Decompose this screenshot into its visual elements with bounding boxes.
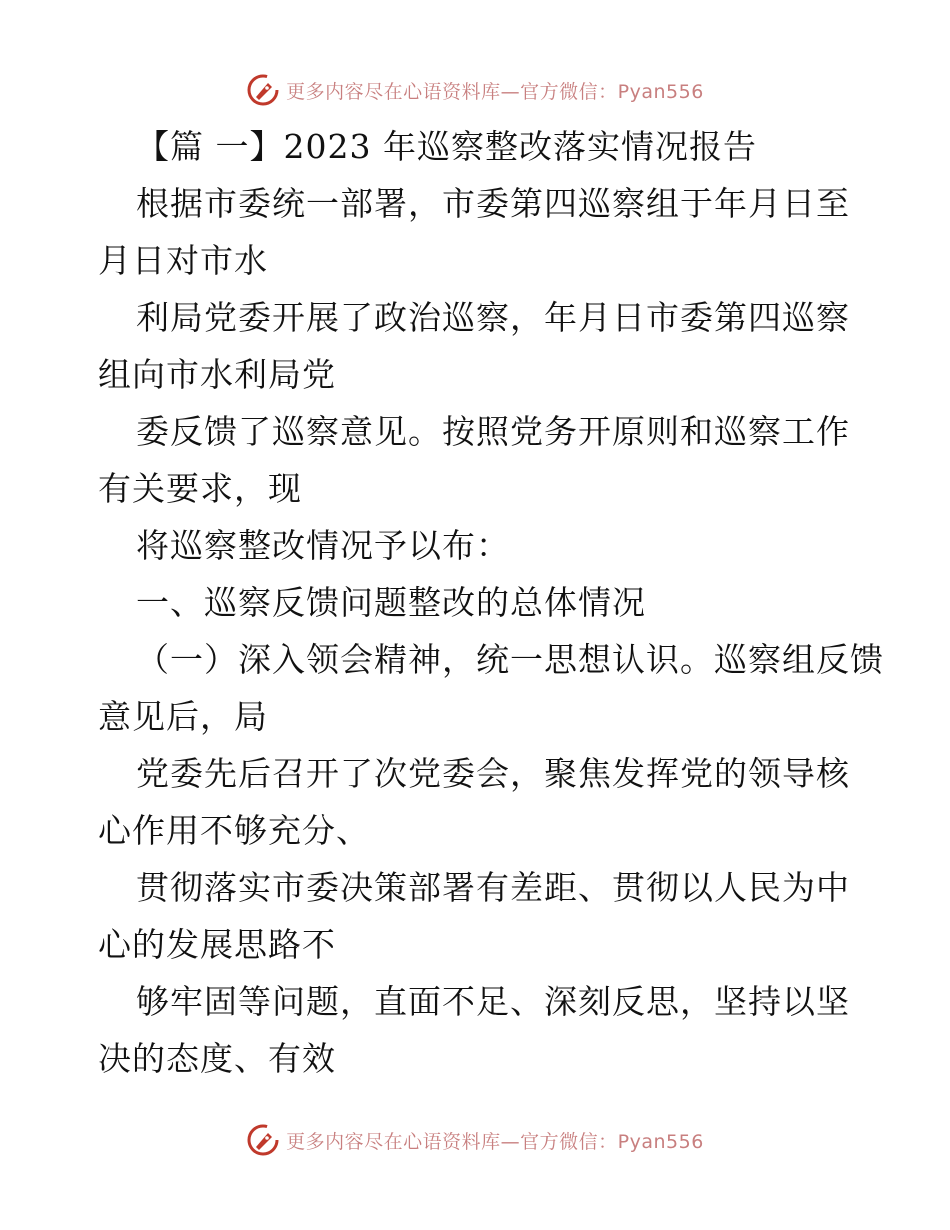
footer-watermark (0, 1120, 950, 1160)
document-title: 【篇 一】2023 年巡察整改落实情况报告 (136, 127, 757, 166)
paragraph-line: 利局党委开展了政治巡察，年月日市委第四巡察 (136, 298, 850, 337)
paragraph-line: 将巡察整改情况予以布： (136, 526, 510, 565)
paragraph-line: （一）深入领会精神，统一思想认识。巡察组反馈 (136, 640, 884, 679)
document-body (98, 118, 884, 1087)
paragraph-line: 决的态度、有效 (98, 1039, 336, 1078)
paragraph-line: 心的发展思路不 (98, 925, 336, 964)
watermark-text: 更多内容尽在心语资料库—官方微信：Pyan556 (286, 80, 704, 103)
paragraph-line: 贯彻落实市委决策部署有差距、贯彻以人民为中 (136, 868, 850, 907)
paragraph-line: 有关要求，现 (98, 469, 302, 508)
paragraph-line: 够牢固等问题，直面不足、深刻反思，坚持以坚 (136, 982, 850, 1021)
document-lines (98, 175, 884, 1087)
paragraph-line: 组向市水利局党 (98, 355, 336, 394)
header-watermark (0, 70, 950, 110)
pen-nib-logo-icon (246, 73, 280, 107)
paragraph-line: 心作用不够充分、 (98, 811, 370, 850)
paragraph-line: 月日对市水 (98, 241, 268, 280)
paragraph-line: 党委先后召开了次党委会，聚焦发挥党的领导核 (136, 754, 850, 793)
paragraph-line: 根据市委统一部署，市委第四巡察组于年月日至 (136, 184, 850, 223)
paragraph-line: 一、巡察反馈问题整改的总体情况 (136, 583, 646, 622)
watermark-text: 更多内容尽在心语资料库—官方微信：Pyan556 (286, 1130, 704, 1153)
paragraph-line: 意见后，局 (98, 697, 268, 736)
paragraph-line: 委反馈了巡察意见。按照党务开原则和巡察工作 (136, 412, 850, 451)
pen-nib-logo-icon (246, 1123, 280, 1157)
